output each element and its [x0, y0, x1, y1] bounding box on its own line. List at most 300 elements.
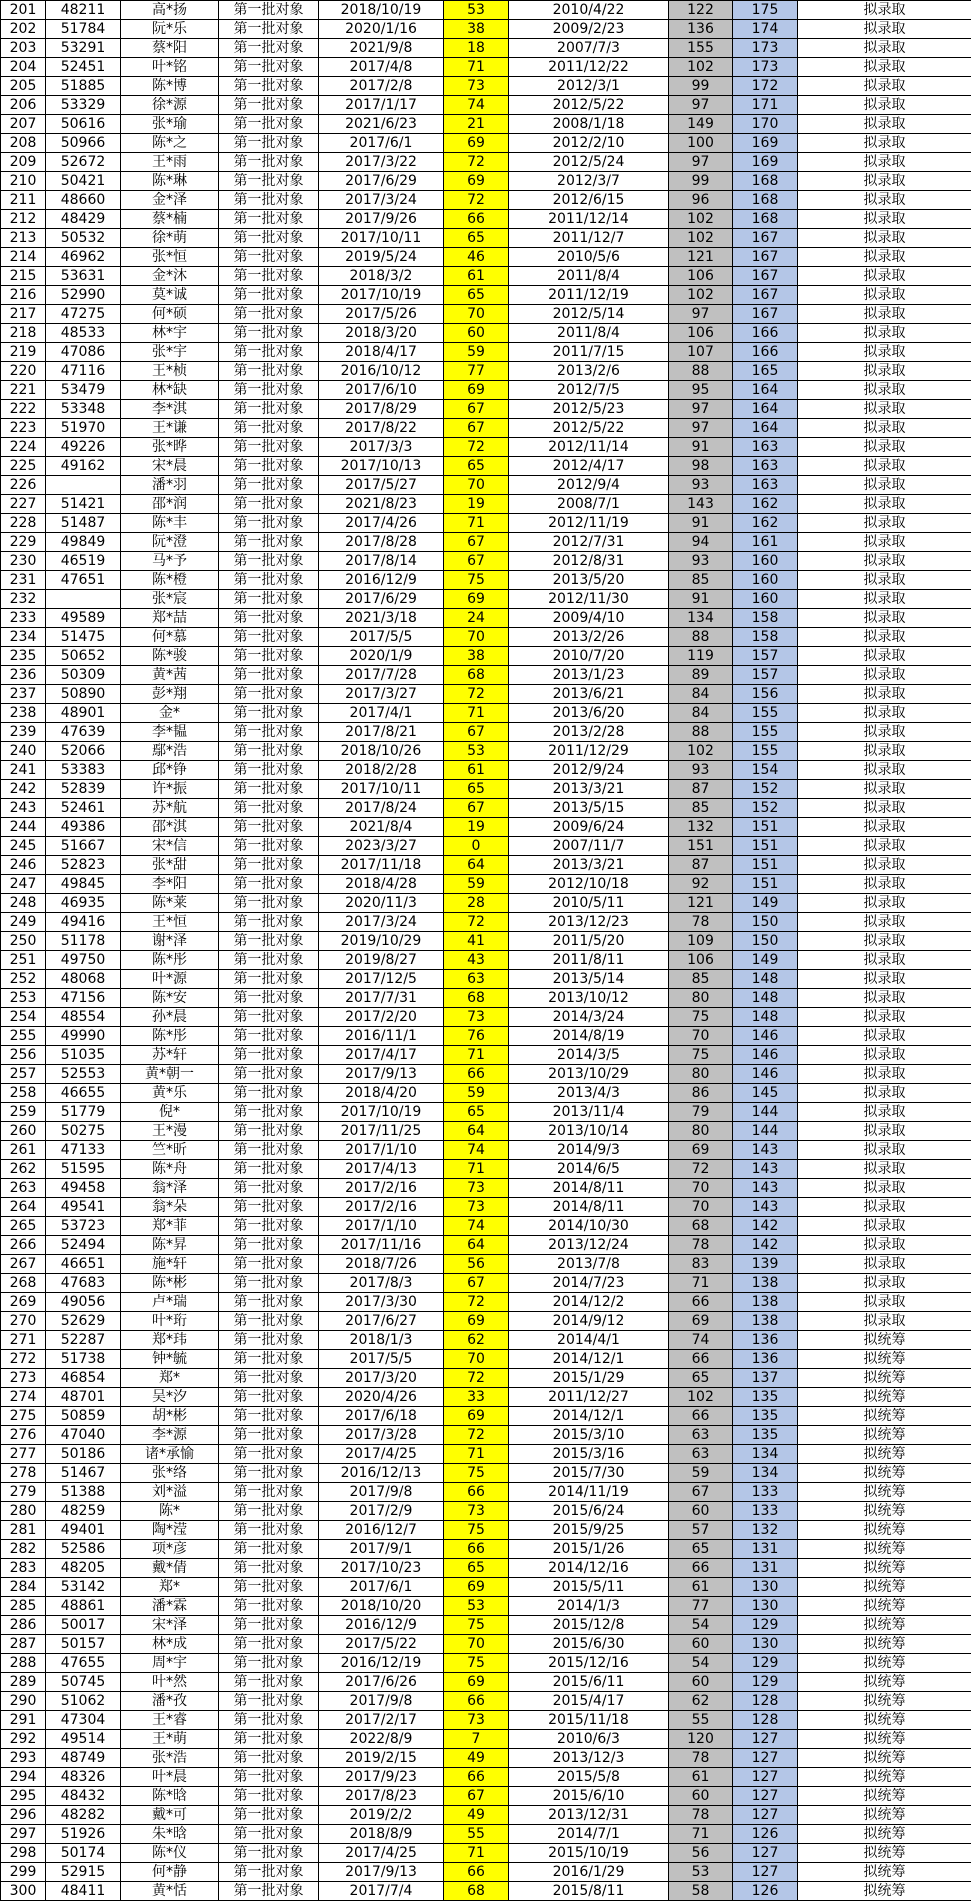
rank-cell[interactable]: 291: [1, 1711, 46, 1730]
id-cell[interactable]: 51738: [46, 1350, 121, 1369]
score2-cell[interactable]: 79: [669, 1103, 733, 1122]
batch-cell[interactable]: 第一批对象: [219, 1046, 319, 1065]
total-cell[interactable]: 169: [733, 153, 798, 172]
date1-cell[interactable]: 2017/8/14: [319, 552, 444, 571]
score2-cell[interactable]: 78: [669, 1236, 733, 1255]
name-cell[interactable]: 陈*舟: [121, 1160, 219, 1179]
batch-cell[interactable]: 第一批对象: [219, 1103, 319, 1122]
total-cell[interactable]: 173: [733, 39, 798, 58]
batch-cell[interactable]: 第一批对象: [219, 1027, 319, 1046]
id-cell[interactable]: 50309: [46, 666, 121, 685]
status-cell[interactable]: 拟统筹: [798, 1521, 971, 1540]
total-cell[interactable]: 163: [733, 457, 798, 476]
date1-cell[interactable]: 2019/2/2: [319, 1806, 444, 1825]
batch-cell[interactable]: 第一批对象: [219, 1597, 319, 1616]
batch-cell[interactable]: 第一批对象: [219, 666, 319, 685]
score2-cell[interactable]: 75: [669, 1046, 733, 1065]
score2-cell[interactable]: 97: [669, 419, 733, 438]
status-cell[interactable]: 拟录取: [798, 628, 971, 647]
name-cell[interactable]: 郑*玮: [121, 1331, 219, 1350]
date1-cell[interactable]: 2016/12/9: [319, 1616, 444, 1635]
total-cell[interactable]: 145: [733, 1084, 798, 1103]
date2-cell[interactable]: 2013/6/21: [509, 685, 669, 704]
score2-cell[interactable]: 106: [669, 951, 733, 970]
date2-cell[interactable]: 2010/5/11: [509, 894, 669, 913]
score-cell[interactable]: 71: [444, 1160, 509, 1179]
score2-cell[interactable]: 62: [669, 1692, 733, 1711]
score2-cell[interactable]: 65: [669, 1369, 733, 1388]
status-cell[interactable]: 拟统筹: [798, 1730, 971, 1749]
score-cell[interactable]: 38: [444, 647, 509, 666]
score-cell[interactable]: 64: [444, 856, 509, 875]
name-cell[interactable]: 叶*然: [121, 1673, 219, 1692]
rank-cell[interactable]: 275: [1, 1407, 46, 1426]
rank-cell[interactable]: 270: [1, 1312, 46, 1331]
date1-cell[interactable]: 2020/1/16: [319, 20, 444, 39]
rank-cell[interactable]: 202: [1, 20, 46, 39]
name-cell[interactable]: 蔡*楠: [121, 210, 219, 229]
score2-cell[interactable]: 70: [669, 1027, 733, 1046]
id-cell[interactable]: 51475: [46, 628, 121, 647]
score-cell[interactable]: 76: [444, 1027, 509, 1046]
score2-cell[interactable]: 69: [669, 1141, 733, 1160]
score2-cell[interactable]: 120: [669, 1730, 733, 1749]
id-cell[interactable]: 47133: [46, 1141, 121, 1160]
date2-cell[interactable]: 2014/7/23: [509, 1274, 669, 1293]
batch-cell[interactable]: 第一批对象: [219, 1863, 319, 1882]
rank-cell[interactable]: 265: [1, 1217, 46, 1236]
name-cell[interactable]: 陈*晗: [121, 1787, 219, 1806]
id-cell[interactable]: 51178: [46, 932, 121, 951]
name-cell[interactable]: 陈*昇: [121, 1236, 219, 1255]
score2-cell[interactable]: 95: [669, 381, 733, 400]
score-cell[interactable]: 67: [444, 1787, 509, 1806]
date1-cell[interactable]: 2017/4/13: [319, 1160, 444, 1179]
id-cell[interactable]: 48861: [46, 1597, 121, 1616]
score2-cell[interactable]: 85: [669, 799, 733, 818]
score-cell[interactable]: 66: [444, 1768, 509, 1787]
id-cell[interactable]: 49514: [46, 1730, 121, 1749]
status-cell[interactable]: 拟录取: [798, 115, 971, 134]
name-cell[interactable]: 叶*晨: [121, 1768, 219, 1787]
date1-cell[interactable]: 2017/8/22: [319, 419, 444, 438]
rank-cell[interactable]: 217: [1, 305, 46, 324]
status-cell[interactable]: 拟录取: [798, 913, 971, 932]
id-cell[interactable]: 50275: [46, 1122, 121, 1141]
name-cell[interactable]: 金*: [121, 704, 219, 723]
status-cell[interactable]: 拟统筹: [798, 1483, 971, 1502]
status-cell[interactable]: 拟录取: [798, 875, 971, 894]
rank-cell[interactable]: 268: [1, 1274, 46, 1293]
score2-cell[interactable]: 63: [669, 1426, 733, 1445]
score-cell[interactable]: 69: [444, 172, 509, 191]
date2-cell[interactable]: 2013/5/15: [509, 799, 669, 818]
date1-cell[interactable]: 2017/6/10: [319, 381, 444, 400]
date1-cell[interactable]: 2017/3/22: [319, 153, 444, 172]
date1-cell[interactable]: 2017/4/8: [319, 58, 444, 77]
date1-cell[interactable]: 2017/4/25: [319, 1445, 444, 1464]
rank-cell[interactable]: 271: [1, 1331, 46, 1350]
date1-cell[interactable]: 2017/9/13: [319, 1863, 444, 1882]
date2-cell[interactable]: 2010/4/22: [509, 1, 669, 20]
rank-cell[interactable]: 230: [1, 552, 46, 571]
score-cell[interactable]: 65: [444, 1559, 509, 1578]
total-cell[interactable]: 127: [733, 1768, 798, 1787]
rank-cell[interactable]: 257: [1, 1065, 46, 1084]
id-cell[interactable]: 48211: [46, 1, 121, 20]
rank-cell[interactable]: 253: [1, 989, 46, 1008]
total-cell[interactable]: 146: [733, 1027, 798, 1046]
batch-cell[interactable]: 第一批对象: [219, 1711, 319, 1730]
batch-cell[interactable]: 第一批对象: [219, 96, 319, 115]
rank-cell[interactable]: 205: [1, 77, 46, 96]
id-cell[interactable]: 51421: [46, 495, 121, 514]
date1-cell[interactable]: 2018/4/28: [319, 875, 444, 894]
total-cell[interactable]: 132: [733, 1521, 798, 1540]
status-cell[interactable]: 拟录取: [798, 1046, 971, 1065]
rank-cell[interactable]: 229: [1, 533, 46, 552]
rank-cell[interactable]: 238: [1, 704, 46, 723]
batch-cell[interactable]: 第一批对象: [219, 1635, 319, 1654]
id-cell[interactable]: 50532: [46, 229, 121, 248]
total-cell[interactable]: 149: [733, 951, 798, 970]
date2-cell[interactable]: 2013/3/21: [509, 780, 669, 799]
total-cell[interactable]: 127: [733, 1787, 798, 1806]
id-cell[interactable]: 51970: [46, 419, 121, 438]
rank-cell[interactable]: 261: [1, 1141, 46, 1160]
date1-cell[interactable]: 2017/11/25: [319, 1122, 444, 1141]
date2-cell[interactable]: 2013/6/20: [509, 704, 669, 723]
rank-cell[interactable]: 284: [1, 1578, 46, 1597]
id-cell[interactable]: 49750: [46, 951, 121, 970]
status-cell[interactable]: 拟录取: [798, 1, 971, 20]
batch-cell[interactable]: 第一批对象: [219, 343, 319, 362]
rank-cell[interactable]: 269: [1, 1293, 46, 1312]
name-cell[interactable]: 钟*毓: [121, 1350, 219, 1369]
batch-cell[interactable]: 第一批对象: [219, 1578, 319, 1597]
date1-cell[interactable]: 2017/2/16: [319, 1179, 444, 1198]
date1-cell[interactable]: 2018/10/19: [319, 1, 444, 20]
batch-cell[interactable]: 第一批对象: [219, 1844, 319, 1863]
batch-cell[interactable]: 第一批对象: [219, 571, 319, 590]
status-cell[interactable]: 拟录取: [798, 210, 971, 229]
date1-cell[interactable]: 2021/3/18: [319, 609, 444, 628]
name-cell[interactable]: 郑*菲: [121, 1217, 219, 1236]
score2-cell[interactable]: 151: [669, 837, 733, 856]
date1-cell[interactable]: 2017/6/29: [319, 172, 444, 191]
id-cell[interactable]: 51779: [46, 1103, 121, 1122]
date1-cell[interactable]: 2017/8/29: [319, 400, 444, 419]
date2-cell[interactable]: 2015/9/25: [509, 1521, 669, 1540]
rank-cell[interactable]: 203: [1, 39, 46, 58]
date2-cell[interactable]: 2015/11/18: [509, 1711, 669, 1730]
batch-cell[interactable]: 第一批对象: [219, 1882, 319, 1901]
date2-cell[interactable]: 2012/5/24: [509, 153, 669, 172]
batch-cell[interactable]: 第一批对象: [219, 837, 319, 856]
id-cell[interactable]: 50186: [46, 1445, 121, 1464]
name-cell[interactable]: 宋*晨: [121, 457, 219, 476]
name-cell[interactable]: 张*恒: [121, 248, 219, 267]
rank-cell[interactable]: 252: [1, 970, 46, 989]
score2-cell[interactable]: 97: [669, 400, 733, 419]
score-cell[interactable]: 72: [444, 685, 509, 704]
id-cell[interactable]: 50421: [46, 172, 121, 191]
date2-cell[interactable]: 2009/4/10: [509, 609, 669, 628]
score-cell[interactable]: 65: [444, 229, 509, 248]
date2-cell[interactable]: 2015/8/11: [509, 1882, 669, 1901]
date2-cell[interactable]: 2008/1/18: [509, 115, 669, 134]
score-cell[interactable]: 67: [444, 419, 509, 438]
status-cell[interactable]: 拟录取: [798, 229, 971, 248]
rank-cell[interactable]: 227: [1, 495, 46, 514]
date1-cell[interactable]: 2019/8/27: [319, 951, 444, 970]
score-cell[interactable]: 71: [444, 1445, 509, 1464]
date1-cell[interactable]: 2017/1/10: [319, 1217, 444, 1236]
score2-cell[interactable]: 60: [669, 1673, 733, 1692]
id-cell[interactable]: 50652: [46, 647, 121, 666]
name-cell[interactable]: 王*漫: [121, 1122, 219, 1141]
total-cell[interactable]: 163: [733, 438, 798, 457]
batch-cell[interactable]: 第一批对象: [219, 1502, 319, 1521]
total-cell[interactable]: 127: [733, 1806, 798, 1825]
total-cell[interactable]: 133: [733, 1502, 798, 1521]
total-cell[interactable]: 167: [733, 248, 798, 267]
name-cell[interactable]: 张*甜: [121, 856, 219, 875]
status-cell[interactable]: 拟录取: [798, 837, 971, 856]
name-cell[interactable]: 王*桢: [121, 362, 219, 381]
rank-cell[interactable]: 213: [1, 229, 46, 248]
name-cell[interactable]: 林*成: [121, 1635, 219, 1654]
date2-cell[interactable]: 2013/12/31: [509, 1806, 669, 1825]
total-cell[interactable]: 128: [733, 1692, 798, 1711]
date1-cell[interactable]: 2017/11/16: [319, 1236, 444, 1255]
total-cell[interactable]: 129: [733, 1654, 798, 1673]
date2-cell[interactable]: 2015/3/16: [509, 1445, 669, 1464]
id-cell[interactable]: 52823: [46, 856, 121, 875]
date1-cell[interactable]: 2019/5/24: [319, 248, 444, 267]
score-cell[interactable]: 72: [444, 1293, 509, 1312]
batch-cell[interactable]: 第一批对象: [219, 856, 319, 875]
batch-cell[interactable]: 第一批对象: [219, 438, 319, 457]
score2-cell[interactable]: 69: [669, 1312, 733, 1331]
batch-cell[interactable]: 第一批对象: [219, 590, 319, 609]
name-cell[interactable]: 张*浩: [121, 1749, 219, 1768]
status-cell[interactable]: 拟录取: [798, 419, 971, 438]
date2-cell[interactable]: 2014/7/1: [509, 1825, 669, 1844]
name-cell[interactable]: 许*振: [121, 780, 219, 799]
id-cell[interactable]: 50859: [46, 1407, 121, 1426]
batch-cell[interactable]: 第一批对象: [219, 210, 319, 229]
date2-cell[interactable]: 2013/10/12: [509, 989, 669, 1008]
id-cell[interactable]: 52839: [46, 780, 121, 799]
rank-cell[interactable]: 228: [1, 514, 46, 533]
score2-cell[interactable]: 91: [669, 514, 733, 533]
total-cell[interactable]: 148: [733, 970, 798, 989]
date1-cell[interactable]: 2020/1/9: [319, 647, 444, 666]
date2-cell[interactable]: 2013/12/3: [509, 1749, 669, 1768]
date2-cell[interactable]: 2013/2/26: [509, 628, 669, 647]
status-cell[interactable]: 拟录取: [798, 647, 971, 666]
score2-cell[interactable]: 71: [669, 1825, 733, 1844]
total-cell[interactable]: 151: [733, 818, 798, 837]
id-cell[interactable]: 49056: [46, 1293, 121, 1312]
date2-cell[interactable]: 2012/10/18: [509, 875, 669, 894]
status-cell[interactable]: 拟录取: [798, 799, 971, 818]
name-cell[interactable]: 宋*信: [121, 837, 219, 856]
batch-cell[interactable]: 第一批对象: [219, 1, 319, 20]
rank-cell[interactable]: 222: [1, 400, 46, 419]
score-cell[interactable]: 75: [444, 1616, 509, 1635]
date1-cell[interactable]: 2017/9/13: [319, 1065, 444, 1084]
batch-cell[interactable]: 第一批对象: [219, 742, 319, 761]
name-cell[interactable]: 黄*茜: [121, 666, 219, 685]
total-cell[interactable]: 129: [733, 1616, 798, 1635]
score-cell[interactable]: 55: [444, 1825, 509, 1844]
rank-cell[interactable]: 240: [1, 742, 46, 761]
name-cell[interactable]: 邱*铮: [121, 761, 219, 780]
batch-cell[interactable]: 第一批对象: [219, 951, 319, 970]
id-cell[interactable]: 50017: [46, 1616, 121, 1635]
status-cell[interactable]: 拟统筹: [798, 1749, 971, 1768]
date2-cell[interactable]: 2012/6/15: [509, 191, 669, 210]
rank-cell[interactable]: 208: [1, 134, 46, 153]
score2-cell[interactable]: 97: [669, 96, 733, 115]
batch-cell[interactable]: 第一批对象: [219, 381, 319, 400]
name-cell[interactable]: 莫*诚: [121, 286, 219, 305]
score-cell[interactable]: 67: [444, 1274, 509, 1293]
total-cell[interactable]: 166: [733, 343, 798, 362]
total-cell[interactable]: 164: [733, 419, 798, 438]
total-cell[interactable]: 166: [733, 324, 798, 343]
score2-cell[interactable]: 122: [669, 1, 733, 20]
score-cell[interactable]: 73: [444, 1198, 509, 1217]
date1-cell[interactable]: 2019/2/15: [319, 1749, 444, 1768]
rank-cell[interactable]: 244: [1, 818, 46, 837]
score-cell[interactable]: 61: [444, 761, 509, 780]
batch-cell[interactable]: 第一批对象: [219, 1350, 319, 1369]
id-cell[interactable]: 52990: [46, 286, 121, 305]
total-cell[interactable]: 168: [733, 191, 798, 210]
batch-cell[interactable]: 第一批对象: [219, 476, 319, 495]
batch-cell[interactable]: 第一批对象: [219, 1483, 319, 1502]
total-cell[interactable]: 136: [733, 1331, 798, 1350]
id-cell[interactable]: 50616: [46, 115, 121, 134]
name-cell[interactable]: 金*沐: [121, 267, 219, 286]
id-cell[interactable]: 47683: [46, 1274, 121, 1293]
rank-cell[interactable]: 279: [1, 1483, 46, 1502]
date1-cell[interactable]: 2017/5/22: [319, 1635, 444, 1654]
date1-cell[interactable]: 2017/6/1: [319, 134, 444, 153]
date1-cell[interactable]: 2017/7/28: [319, 666, 444, 685]
id-cell[interactable]: 48749: [46, 1749, 121, 1768]
name-cell[interactable]: 胡*彬: [121, 1407, 219, 1426]
score-cell[interactable]: 56: [444, 1255, 509, 1274]
score2-cell[interactable]: 94: [669, 533, 733, 552]
date1-cell[interactable]: 2017/8/23: [319, 1787, 444, 1806]
date2-cell[interactable]: 2012/2/10: [509, 134, 669, 153]
name-cell[interactable]: 张*宸: [121, 590, 219, 609]
batch-cell[interactable]: 第一批对象: [219, 1768, 319, 1787]
date2-cell[interactable]: 2015/6/11: [509, 1673, 669, 1692]
score-cell[interactable]: 69: [444, 134, 509, 153]
date1-cell[interactable]: 2017/5/27: [319, 476, 444, 495]
name-cell[interactable]: 鄢*浩: [121, 742, 219, 761]
date1-cell[interactable]: 2017/12/5: [319, 970, 444, 989]
id-cell[interactable]: 49589: [46, 609, 121, 628]
score-cell[interactable]: 71: [444, 704, 509, 723]
batch-cell[interactable]: 第一批对象: [219, 799, 319, 818]
status-cell[interactable]: 拟统筹: [798, 1350, 971, 1369]
date1-cell[interactable]: 2017/7/31: [319, 989, 444, 1008]
score-cell[interactable]: 65: [444, 780, 509, 799]
date2-cell[interactable]: 2014/12/16: [509, 1559, 669, 1578]
date1-cell[interactable]: 2017/10/19: [319, 286, 444, 305]
batch-cell[interactable]: 第一批对象: [219, 172, 319, 191]
name-cell[interactable]: 朱*晗: [121, 1825, 219, 1844]
score2-cell[interactable]: 61: [669, 1768, 733, 1787]
id-cell[interactable]: [46, 590, 121, 609]
date1-cell[interactable]: 2021/8/4: [319, 818, 444, 837]
rank-cell[interactable]: 234: [1, 628, 46, 647]
score-cell[interactable]: 69: [444, 381, 509, 400]
id-cell[interactable]: 52915: [46, 1863, 121, 1882]
rank-cell[interactable]: 225: [1, 457, 46, 476]
total-cell[interactable]: 143: [733, 1160, 798, 1179]
score-cell[interactable]: 67: [444, 552, 509, 571]
score2-cell[interactable]: 102: [669, 58, 733, 77]
date1-cell[interactable]: 2017/5/5: [319, 628, 444, 647]
score2-cell[interactable]: 91: [669, 590, 733, 609]
id-cell[interactable]: 50745: [46, 1673, 121, 1692]
date1-cell[interactable]: 2017/3/20: [319, 1369, 444, 1388]
id-cell[interactable]: 46651: [46, 1255, 121, 1274]
status-cell[interactable]: 拟录取: [798, 134, 971, 153]
date2-cell[interactable]: 2013/5/20: [509, 571, 669, 590]
batch-cell[interactable]: 第一批对象: [219, 1521, 319, 1540]
date1-cell[interactable]: 2017/4/17: [319, 1046, 444, 1065]
date1-cell[interactable]: 2016/11/1: [319, 1027, 444, 1046]
batch-cell[interactable]: 第一批对象: [219, 1084, 319, 1103]
total-cell[interactable]: 175: [733, 1, 798, 20]
total-cell[interactable]: 161: [733, 533, 798, 552]
total-cell[interactable]: 152: [733, 799, 798, 818]
total-cell[interactable]: 133: [733, 1483, 798, 1502]
name-cell[interactable]: 林*缺: [121, 381, 219, 400]
rank-cell[interactable]: 288: [1, 1654, 46, 1673]
total-cell[interactable]: 150: [733, 932, 798, 951]
id-cell[interactable]: 46935: [46, 894, 121, 913]
date1-cell[interactable]: 2017/10/19: [319, 1103, 444, 1122]
score-cell[interactable]: 67: [444, 533, 509, 552]
score-cell[interactable]: 73: [444, 1502, 509, 1521]
date2-cell[interactable]: 2011/12/29: [509, 742, 669, 761]
total-cell[interactable]: 155: [733, 723, 798, 742]
total-cell[interactable]: 169: [733, 134, 798, 153]
date1-cell[interactable]: 2018/7/26: [319, 1255, 444, 1274]
id-cell[interactable]: 49845: [46, 875, 121, 894]
score2-cell[interactable]: 55: [669, 1711, 733, 1730]
rank-cell[interactable]: 256: [1, 1046, 46, 1065]
date2-cell[interactable]: 2013/5/14: [509, 970, 669, 989]
id-cell[interactable]: 53348: [46, 400, 121, 419]
rank-cell[interactable]: 300: [1, 1882, 46, 1901]
status-cell[interactable]: 拟录取: [798, 77, 971, 96]
name-cell[interactable]: 阮*澄: [121, 533, 219, 552]
date1-cell[interactable]: 2017/3/24: [319, 913, 444, 932]
name-cell[interactable]: 宋*泽: [121, 1616, 219, 1635]
total-cell[interactable]: 146: [733, 1046, 798, 1065]
status-cell[interactable]: 拟录取: [798, 761, 971, 780]
